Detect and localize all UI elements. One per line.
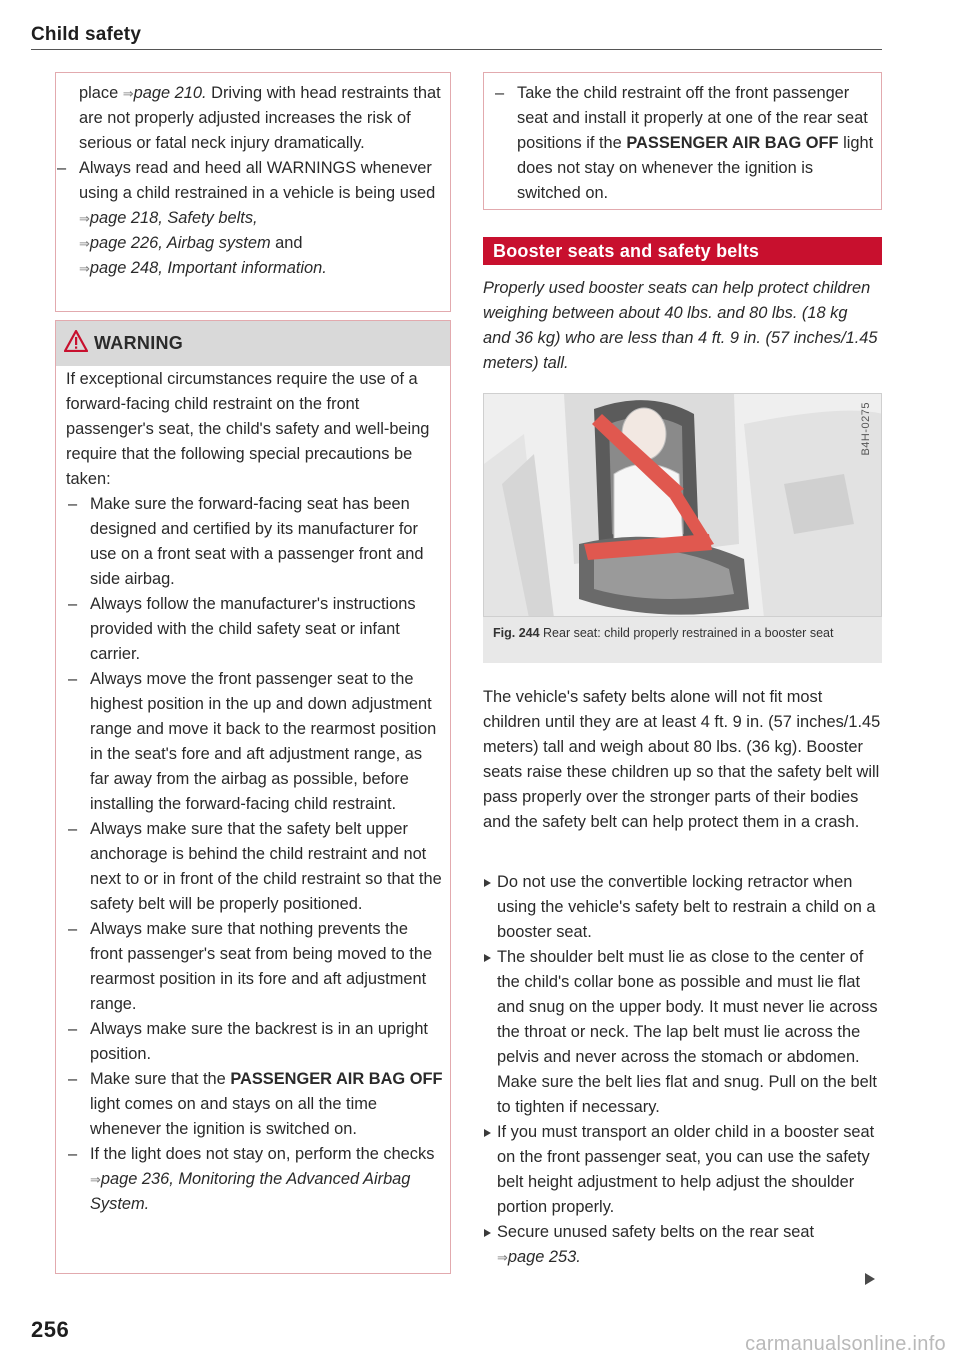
figure-booster-seat — [483, 393, 882, 617]
section-intro: Properly used booster seats can help protect children weighing between about 40 lbs. and 80 lbs. (18 kg and 36 kg) who are less than 4 ft. 9 in. (57 inches/1.45 meters) tall. — [483, 279, 878, 372]
body-text-right — [483, 685, 882, 835]
instruction-list — [483, 870, 882, 1270]
list-item: – Take the child restraint off the front passenger seat and install it properly at one of the rear seat positions if the PASSENGER AIR BAG OFF light does not stay on whenever the ignition is switched on. — [493, 81, 879, 206]
page-ref-link[interactable]: page 210. — [133, 84, 207, 102]
arrow-ref-icon: ⇒ — [497, 1250, 508, 1265]
page-number: 256 — [31, 1317, 70, 1342]
list-item: – Always read and heed all WARNINGS whenever using a child restrained in a vehicle is being used ⇒page 218, Safety belts, ⇒page 226, Airbag system and ⇒page 248, Important information. — [55, 156, 449, 281]
arrow-ref-icon: ⇒ — [79, 236, 90, 251]
arrow-ref-icon: ⇒ — [79, 261, 90, 276]
warning-item: – Always make sure that the safety belt upper anchorage is behind the child restraint and not next to or in front of the child restraint so that the safety belt will be properly positioned. — [66, 817, 444, 917]
instruction-item: The shoulder belt must lie as close to the center of the child's collar bone as possible and must lie flat and snug on the upper body. It must never lie across the throat or neck. The lap belt must lie across the pelvis and never across the stomach or abdomen. Make sure the belt lies flat and snug. Pull on the belt to tighten if necessary. — [483, 945, 882, 1120]
page-ref-link[interactable]: page 226, Airbag system — [89, 234, 271, 252]
warning-item: – Always make sure the backrest is in an upright position. — [66, 1017, 444, 1067]
page-ref-link[interactable]: page 248, Important information. — [89, 259, 327, 277]
arrow-ref-icon: ⇒ — [122, 86, 134, 101]
footer-watermark: carmanualsonline.info — [745, 1333, 946, 1355]
continue-arrow-icon — [865, 1273, 875, 1285]
page-ref-link[interactable]: page 236, Monitoring the Advanced Airbag System. — [90, 1170, 411, 1213]
warning-header — [56, 321, 450, 366]
instruction-item: Secure unused safety belts on the rear seat ⇒page 253. — [483, 1220, 882, 1270]
warning-item: – If the light does not stay on, perform the checks ⇒page 236, Monitoring the Advanced Airbag System. — [66, 1142, 444, 1217]
continuation-text-right — [493, 81, 879, 206]
warning-title: WARNING — [94, 333, 184, 353]
booster-seat-illustration — [484, 394, 882, 617]
section-heading-banner — [483, 237, 882, 265]
page-ref-link[interactable]: page 253. — [507, 1248, 581, 1266]
arrow-ref-icon: ⇒ — [90, 1172, 101, 1187]
warning-item: – Always make sure that nothing prevents the front passenger's seat from being moved to the rearmost position in its fore and aft adjustment range. — [66, 917, 444, 1017]
warning-item: – Always follow the manufacturer's instructions provided with the child safety seat or infant carrier. — [66, 592, 444, 667]
instruction-item: If you must transport an older child in a booster seat on the front passenger seat, you can use the safety belt height adjustment to help adjust the shoulder portion properly. — [483, 1120, 882, 1220]
header-divider — [31, 49, 882, 50]
warning-item: – Make sure that the PASSENGER AIR BAG OFF light comes on and stays on all the time whenever the ignition is switched on. — [66, 1067, 444, 1142]
page-header-title: Child safety — [31, 24, 142, 45]
warning-intro: If exceptional circumstances require the use of a forward-facing child restraint on the front passenger's seat, the child's safety and well-being require that the following special precautions be taken: — [66, 370, 430, 488]
warning-triangle-icon — [64, 330, 88, 352]
continuation-text-left — [79, 81, 449, 281]
figure-caption: Fig. 244 Rear seat: child properly restrained in a booster seat — [493, 626, 834, 640]
warning-item: – Always move the front passenger seat to the highest position in the up and down adjustment range and move it back to the rearmost position in the seat's fore and aft adjustment range, as far away from the airbag as possible, before installing the forward-facing child restraint. — [66, 667, 444, 817]
figure-id-label: B4H-0275 — [860, 402, 872, 456]
page-ref-link[interactable]: page 218, Safety belts, — [89, 209, 258, 227]
body-paragraph: The vehicle's safety belts alone will not fit most children until they are at least 4 ft. 9 in. (57 inches/1.45 meters) tall and weigh about 80 lbs. (36 kg). Booster seats raise these children up so that the safety belt will pass properly over the stronger parts of their bodies and the safety belt can help protect them in a crash. — [483, 688, 881, 831]
arrow-ref-icon: ⇒ — [79, 211, 90, 226]
instruction-item: Do not use the convertible locking retractor when using the vehicle's safety belt to restrain a child on a booster seat. — [483, 870, 882, 945]
continuation-paragraph: place ⇒page 210. Driving with head restraints that are not properly adjusted increases the risk of serious or fatal neck injury dramatically. — [79, 84, 441, 152]
warning-item: – Make sure the forward-facing seat has been designed and certified by its manufacturer for use on a front seat with a passenger front and side airbag. — [66, 492, 444, 592]
figure-caption-box — [483, 617, 882, 663]
section-title: Booster seats and safety belts — [493, 241, 760, 261]
warning-box — [55, 320, 451, 1274]
warning-body — [66, 367, 444, 1217]
